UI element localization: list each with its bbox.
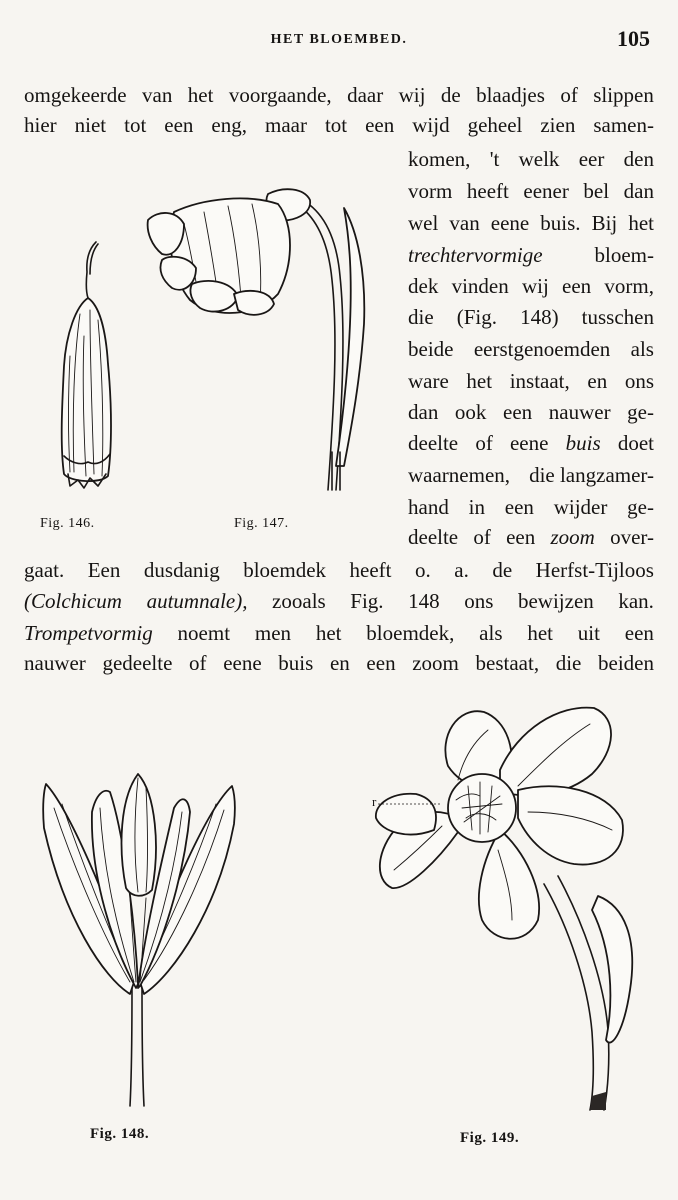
word: zooals bbox=[272, 589, 326, 613]
word: Trompetvormig bbox=[24, 621, 153, 645]
word: zien bbox=[540, 113, 576, 137]
word: deelte bbox=[408, 525, 459, 549]
word: wijd bbox=[412, 113, 450, 137]
word: Bij bbox=[591, 211, 618, 235]
word: van bbox=[142, 83, 173, 107]
word: een bbox=[562, 274, 592, 298]
word: bloem- bbox=[594, 243, 654, 267]
word: voorgaande, bbox=[228, 83, 332, 107]
word: eerstgenoemden bbox=[473, 337, 611, 361]
word: bestaat, bbox=[475, 651, 540, 675]
text-line bbox=[408, 176, 654, 206]
text-line bbox=[408, 240, 654, 270]
word: ge- bbox=[627, 400, 654, 424]
text-line bbox=[408, 460, 654, 490]
text-line bbox=[24, 555, 654, 585]
word: het bbox=[187, 83, 214, 107]
word: gaat. bbox=[24, 558, 65, 582]
text-line bbox=[408, 366, 654, 396]
word: maar bbox=[264, 113, 307, 137]
word: omgekeerde bbox=[24, 83, 127, 107]
word: bewijzen bbox=[517, 589, 594, 613]
text-line bbox=[408, 428, 654, 458]
word: bloemdek, bbox=[366, 621, 455, 645]
word: a. bbox=[454, 558, 469, 582]
word: gedeelte bbox=[102, 651, 173, 675]
text-line bbox=[408, 302, 654, 332]
word: die bbox=[408, 305, 434, 329]
word: en bbox=[587, 369, 608, 393]
page-number: 105 bbox=[617, 26, 650, 51]
text-line bbox=[408, 397, 654, 427]
word: welk bbox=[518, 147, 560, 171]
word: die bbox=[555, 651, 582, 675]
word: een bbox=[164, 113, 194, 137]
word: het bbox=[315, 621, 342, 645]
word: tot bbox=[324, 113, 348, 137]
word: vorm, bbox=[604, 274, 654, 298]
word: wel bbox=[408, 211, 439, 235]
word: vorm bbox=[408, 179, 453, 203]
word: over- bbox=[610, 525, 654, 549]
word: doet bbox=[617, 431, 654, 455]
word: beiden bbox=[598, 651, 654, 675]
word: eene bbox=[509, 431, 549, 455]
word: deelte bbox=[408, 431, 459, 455]
word: men bbox=[254, 621, 292, 645]
word: (Fig. bbox=[456, 305, 497, 329]
word: het bbox=[527, 621, 553, 645]
text-line bbox=[24, 586, 654, 616]
word: als bbox=[630, 337, 654, 361]
word: 148) bbox=[520, 305, 559, 329]
figure-147-illustration bbox=[144, 184, 374, 496]
word: samen- bbox=[593, 113, 654, 137]
word: beide bbox=[408, 337, 454, 361]
word: geheel bbox=[467, 113, 523, 137]
word: ware bbox=[408, 369, 449, 393]
figure-148-illustration bbox=[34, 768, 244, 1112]
word: de bbox=[492, 558, 513, 582]
word: het bbox=[628, 211, 654, 235]
word: of bbox=[560, 83, 578, 107]
word: bel bbox=[583, 179, 610, 203]
word: dek bbox=[408, 274, 439, 298]
word: en bbox=[329, 651, 350, 675]
word: autumnale), bbox=[146, 589, 248, 613]
word: Herfst-Tijloos bbox=[535, 558, 654, 582]
word: eer bbox=[578, 147, 605, 171]
word: ons bbox=[624, 369, 654, 393]
word: eener bbox=[523, 179, 569, 203]
word: eene bbox=[490, 211, 530, 235]
word: van bbox=[449, 211, 480, 235]
text-line bbox=[408, 208, 654, 238]
figure-146-caption: Fig. 146. bbox=[40, 516, 95, 531]
word: wij bbox=[398, 83, 426, 107]
word: wij bbox=[521, 274, 549, 298]
word: nauwer bbox=[24, 651, 86, 675]
word: blaadjes bbox=[476, 83, 545, 107]
word: dan bbox=[408, 400, 439, 424]
word: zoom bbox=[412, 651, 459, 675]
text-line bbox=[408, 144, 654, 174]
figure-149-marker-r: r bbox=[372, 794, 377, 809]
word: een bbox=[504, 495, 534, 519]
word: vinden bbox=[451, 274, 509, 298]
word: Een bbox=[87, 558, 121, 582]
word: of bbox=[473, 525, 491, 549]
word: 148 bbox=[408, 589, 440, 613]
word: niet bbox=[74, 113, 107, 137]
text-line bbox=[24, 110, 654, 140]
word: buis. bbox=[540, 211, 581, 235]
word: eng, bbox=[211, 113, 247, 137]
word: de bbox=[440, 83, 461, 107]
word: tusschen bbox=[581, 305, 654, 329]
word: of bbox=[475, 431, 493, 455]
word: komen, bbox=[408, 147, 471, 171]
word: kan. bbox=[618, 589, 654, 613]
word: het bbox=[466, 369, 493, 393]
word: buis bbox=[278, 651, 314, 675]
word: waarnemen, bbox=[408, 463, 511, 487]
figure-146-illustration bbox=[40, 236, 130, 496]
word: slippen bbox=[593, 83, 654, 107]
word: een bbox=[365, 113, 395, 137]
word: dan bbox=[623, 179, 654, 203]
word: zoom bbox=[550, 525, 595, 549]
word: die langzamer- bbox=[529, 463, 654, 487]
word: een bbox=[503, 400, 533, 424]
word: als bbox=[479, 621, 503, 645]
word: hand bbox=[408, 495, 449, 519]
word: heeft bbox=[349, 558, 392, 582]
word: buis bbox=[565, 431, 601, 455]
word: uit bbox=[577, 621, 600, 645]
word: of bbox=[189, 651, 207, 675]
word: een bbox=[624, 621, 654, 645]
text-line bbox=[24, 80, 654, 110]
word: hier bbox=[24, 113, 57, 137]
word: Fig. bbox=[350, 589, 384, 613]
word: instaat, bbox=[509, 369, 570, 393]
figure-147-caption: Fig. 147. bbox=[234, 516, 289, 531]
word: bloemdek bbox=[243, 558, 327, 582]
word: een bbox=[366, 651, 396, 675]
word: dusdanig bbox=[143, 558, 220, 582]
word: 't bbox=[489, 147, 500, 171]
text-line bbox=[408, 522, 654, 552]
running-title: HET BLOEMBED. bbox=[270, 32, 408, 47]
figure-149-illustration bbox=[368, 700, 648, 1120]
word: tot bbox=[124, 113, 147, 137]
word: trechtervormige bbox=[408, 243, 543, 267]
word: o. bbox=[415, 558, 431, 582]
text-line bbox=[408, 271, 654, 301]
figure-149-caption: Fig. 149. bbox=[460, 1130, 520, 1146]
figure-148-caption: Fig. 148. bbox=[90, 1126, 150, 1142]
word: ook bbox=[454, 400, 487, 424]
word: eene bbox=[223, 651, 262, 675]
word: ge- bbox=[627, 495, 654, 519]
text-line bbox=[24, 618, 654, 648]
word: den bbox=[623, 147, 654, 171]
word: heeft bbox=[466, 179, 509, 203]
word: daar bbox=[347, 83, 384, 107]
text-line bbox=[408, 492, 654, 522]
text-line bbox=[24, 648, 654, 678]
word: een bbox=[506, 525, 536, 549]
word: noemt bbox=[177, 621, 231, 645]
word: nauwer bbox=[548, 400, 611, 424]
word: (Colchicum bbox=[24, 589, 122, 613]
word: in bbox=[468, 495, 485, 519]
text-line bbox=[408, 334, 654, 364]
word: ons bbox=[464, 589, 494, 613]
word: wijder bbox=[553, 495, 608, 519]
